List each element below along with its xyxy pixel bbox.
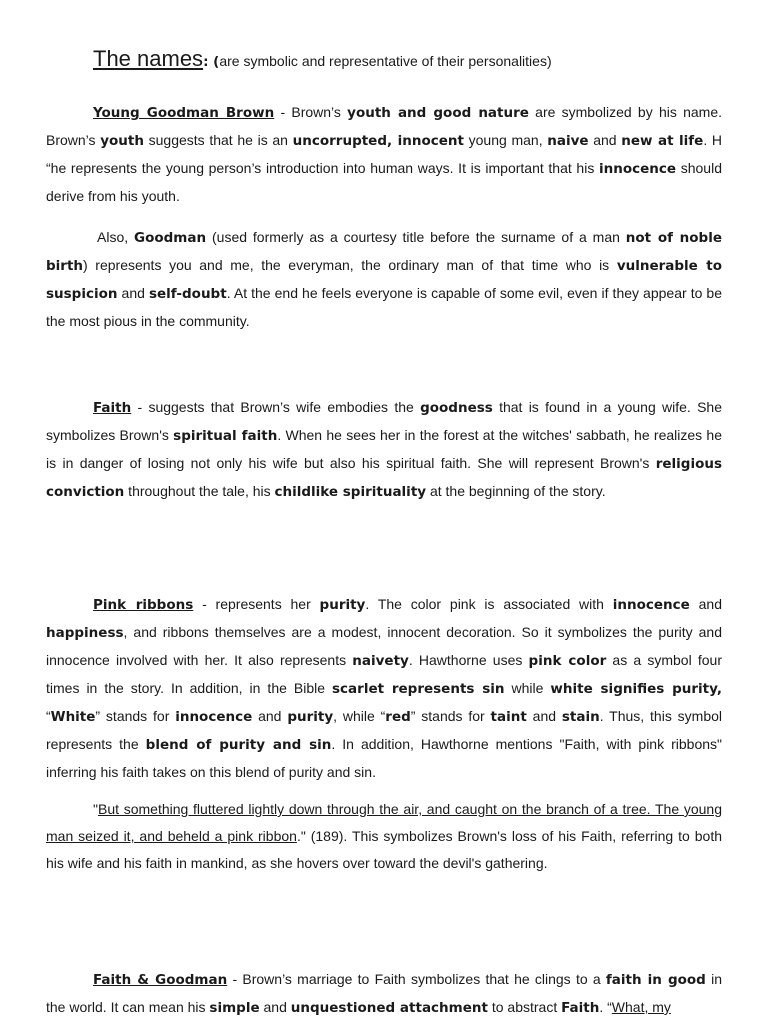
paragraph-pink-ribbons: Pink ribbons - represents her purity. The color pink is associated with innocence and happiness, and ribbons themselves are a modest, innocent decoration. So it symbolizes the purity and innocence involved with her. It also represents naivety. Hawthorne uses pink color as a symbol four times in the story. In addition, in the Bible scarlet represents sin while white signifies purity, “White” stands for innocence and purity, while “red” stands for taint and stain. Thus, this symbol represents the blend of purity and sin. In addition, Hawthorne mentions "Faith, with pink ribbons" inferring his faith takes on this blend of purity and sin. bbox=[46, 596, 723, 780]
paragraph-faith-goodman: Faith & Goodman - Brown’s marriage to Faith symbolizes that he clings to a faith in good in the world. It can mean his simple and unquestioned attachment to abstract Faith. “What, my bbox=[46, 971, 722, 1016]
term-faith: Faith bbox=[93, 400, 132, 416]
heading-title: The names bbox=[93, 46, 204, 71]
paragraph-young-goodman-brown: Young Goodman Brown - Brown’s youth and good nature are symbolized by his name. Brown’s youth suggests that he is an uncorrupted, innocent young man, naive and new at life. H “he represents the young person’s introduction into human ways. It is important that his innocence should derive from his youth. bbox=[46, 104, 722, 204]
section-heading bbox=[93, 46, 552, 72]
heading-subtitle: are symbolic and representative of their personalities) bbox=[219, 53, 552, 69]
story-quote: But something fluttered lightly down through the air, and caught on the branch of a tree. The young man seized it, and beheld a pink ribbon bbox=[46, 801, 722, 844]
term-young-goodman-brown: Young Goodman Brown bbox=[93, 105, 275, 121]
paragraph-quote: "But something fluttered lightly down through the air, and caught on the branch of a tree. The young man seized it, and beheld a pink ribbon." (189). This symbolizes Brown's loss of his Faith, referring to both his wife and his faith in mankind, as she hovers over toward the devil's gathering. bbox=[46, 801, 722, 871]
term-faith-goodman: Faith & Goodman bbox=[93, 972, 228, 988]
paragraph-faith: Faith - suggests that Brown’s wife embodies the goodness that is found in a young wife. She symbolizes Brown's spiritual faith. When he sees her in the forest at the witches' sabbath, he realizes he is in danger of losing not only his wife but also his spiritual faith. She will represent Brown's religious conviction throughout the tale, his childlike spirituality at the beginning of the story. bbox=[46, 399, 722, 500]
term-pink-ribbons: Pink ribbons bbox=[93, 597, 194, 613]
heading-colon: : ( bbox=[203, 54, 220, 70]
paragraph-goodman: Also, Goodman (used formerly as a courtesy title before the surname of a man not of noble birth) represents you and me, the everyman, the ordinary man of that time who is vulnerable to suspicion and self-doubt. At the end he feels everyone is capable of some evil, even if they appear to be the most pious in the community. bbox=[46, 229, 722, 329]
